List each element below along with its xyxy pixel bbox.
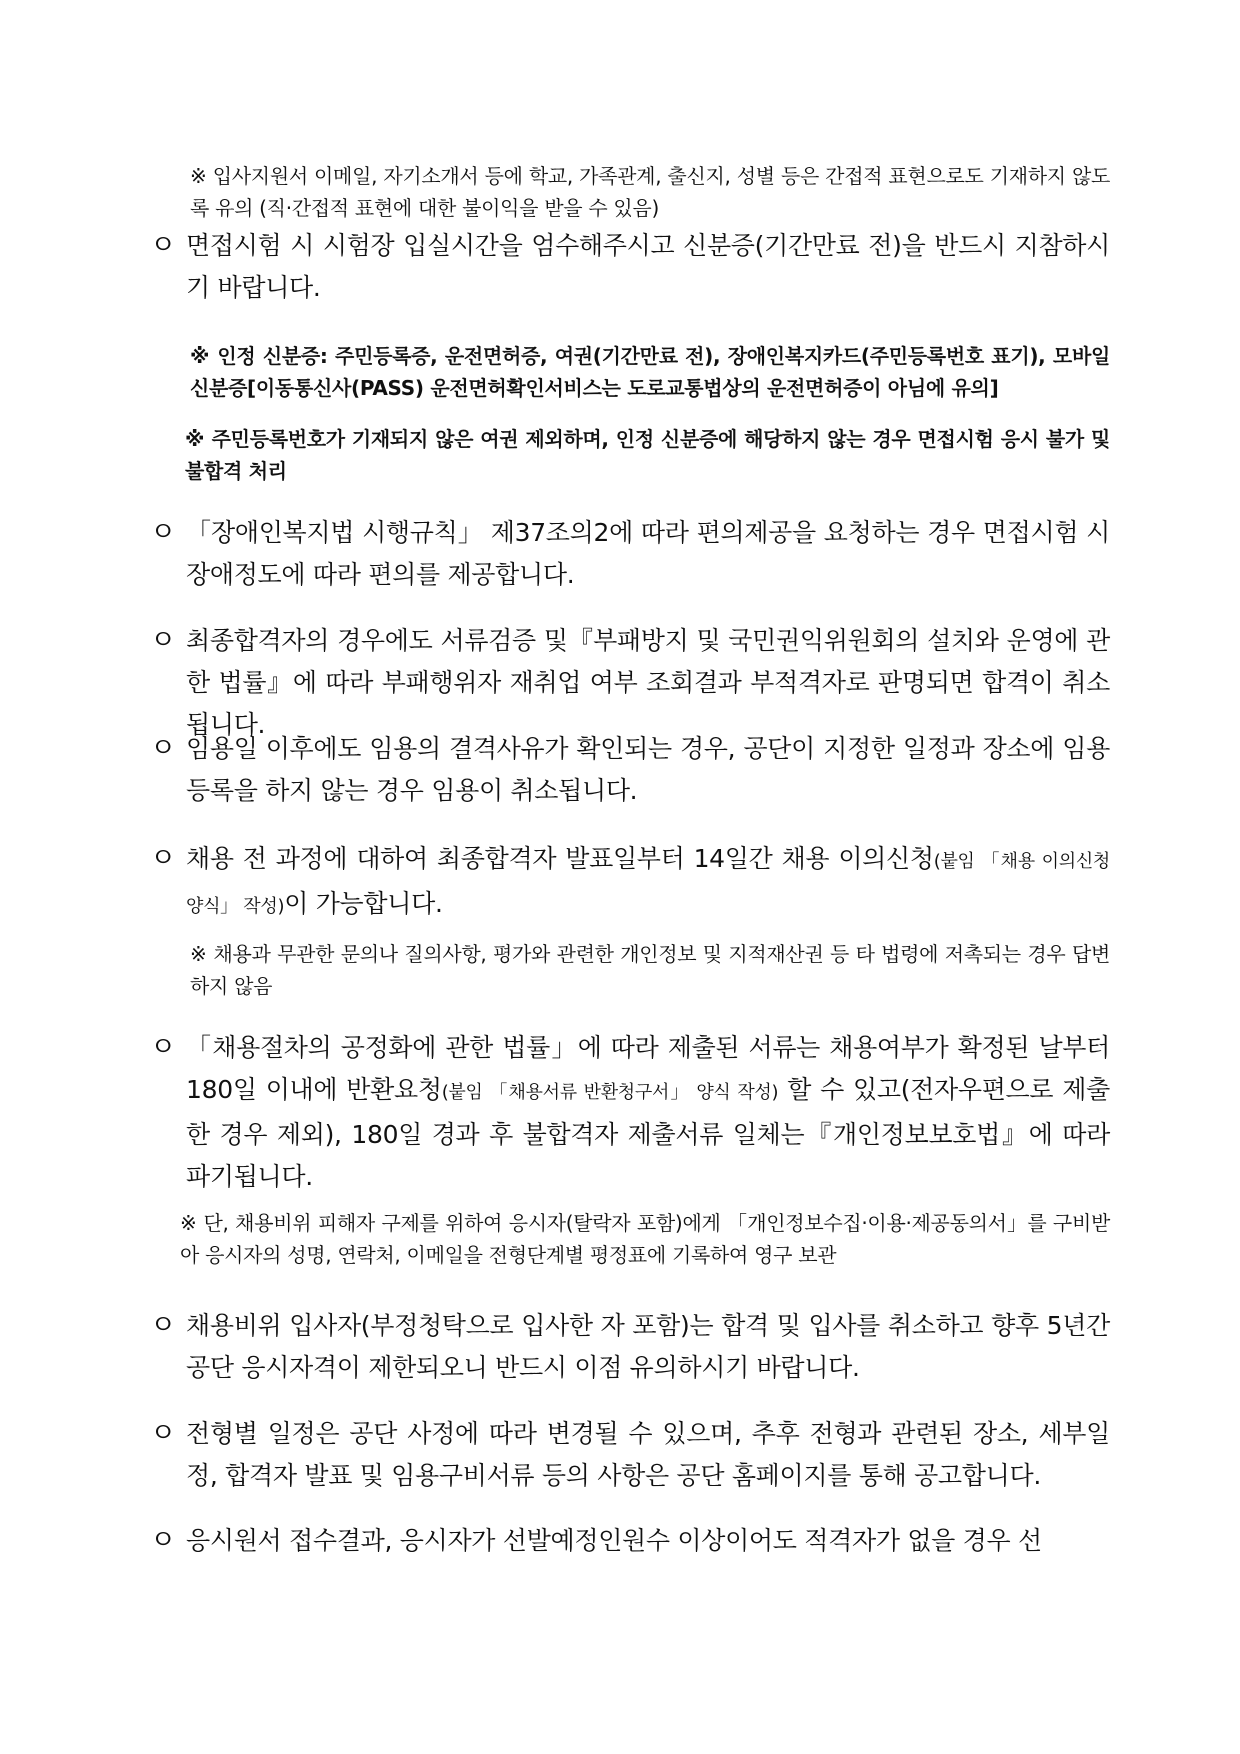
bullet-icon: ㅇ (150, 1525, 177, 1556)
bullet-icon: ㅇ (150, 625, 177, 656)
final-check-text: 최종합격자의 경우에도 서류검증 및『부패방지 및 국민권익위원회의 설치와 운영에 관한 법률』에 따라 부패행위자 재취업 여부 조회결과 부적격자로 판명되면 합격이 취소됩니다. (186, 626, 1110, 739)
corruption-item (150, 1305, 1110, 1389)
schedule-item (150, 1413, 1110, 1497)
objection-note: ※ 채용과 무관한 문의나 질의사항, 평가와 관련한 개인정보 및 지적재산권 등 타 법령에 저촉되는 경우 답변하지 않음 (190, 942, 1110, 998)
documents-item (150, 1027, 1110, 1198)
documents-text: 「채용절차의 공정화에 관한 법률」에 따라 제출된 서류는 채용여부가 확정된 날부터 180일 이내에 반환요청(붙임 「채용서류 반환청구서」 양식 작성) 할 수 있고(전자우편으로 제출한 경우 제외), 180일 경과 후 불합격자 제출서류 일체는『개인정보보호법』에 따라 파기됩니다. (186, 1033, 1110, 1191)
objection-text: 채용 전 과정에 대하여 최종합격자 발표일부터 14일간 채용 이의신청(붙임 「채용 이의신청 양식」 작성)이 가능합니다. (186, 844, 1110, 918)
bullet-icon: ㅇ (150, 1418, 177, 1449)
appointment-item (150, 728, 1110, 812)
documents-note: ※ 단, 채용비위 피해자 구제를 위하여 응시자(탈락자 포함)에게 「개인정보수집·이용·제공동의서」를 구비받아 응시자의 성명, 연락처, 이메일을 전형단계별 평정표에 기록하여 영구 보관 (180, 1211, 1110, 1267)
interview-id-text: 면접시험 시 시험장 입실시간을 엄수해주시고 신분증(기간만료 전)을 반드시 지참하시기 바랍니다. (186, 231, 1110, 302)
applications-item (150, 1520, 1110, 1562)
corruption-text: 채용비위 입사자(부정청탁으로 입사한 자 포함)는 합격 및 입사를 취소하고 향후 5년간 공단 응시자격이 제한되오니 반드시 이점 유의하시기 바랍니다. (186, 1311, 1110, 1382)
applications-text: 응시원서 접수결과, 응시자가 선발예정인원수 이상이어도 적격자가 없을 경우 선 (186, 1526, 1042, 1555)
email-note: ※ 입사지원서 이메일, 자기소개서 등에 학교, 가족관계, 출신지, 성별 등은 간접적 표현으로도 기재하지 않도록 유의 (직·간접적 표현에 대한 불이익을 받을 수 있음) (190, 164, 1110, 220)
bullet-icon: ㅇ (150, 517, 177, 548)
bullet-icon: ㅇ (150, 843, 177, 874)
bullet-icon: ㅇ (150, 1032, 177, 1063)
objection-item (150, 838, 1110, 928)
interview-id-item (150, 225, 1110, 309)
bullet-icon: ㅇ (150, 230, 177, 261)
id-excluded-note: ※ 주민등록번호가 기재되지 않은 여권 제외하며, 인정 신분증에 해당하지 않는 경우 면접시험 응시 불가 및 불합격 처리 (185, 427, 1110, 483)
schedule-text: 전형별 일정은 공단 사정에 따라 변경될 수 있으며, 추후 전형과 관련된 장소, 세부일정, 합격자 발표 및 임용구비서류 등의 사항은 공단 홈페이지를 통해 공고합니다. (186, 1419, 1110, 1490)
disability-item (150, 512, 1110, 596)
disability-text: 「장애인복지법 시행규칙」 제37조의2에 따라 편의제공을 요청하는 경우 면접시험 시 장애정도에 따라 편의를 제공합니다. (186, 518, 1110, 589)
bullet-icon: ㅇ (150, 1310, 177, 1341)
appointment-text: 임용일 이후에도 임용의 결격사유가 확인되는 경우, 공단이 지정한 일정과 장소에 임용등록을 하지 않는 경우 임용이 취소됩니다. (186, 734, 1110, 805)
id-accepted-note: ※ 인정 신분증: 주민등록증, 운전면허증, 여권(기간만료 전), 장애인복지카드(주민등록번호 표기), 모바일신분증[이동통신사(PASS) 운전면허확인서비스는 도로교통법상의 운전면허증이 아님에 유의] (190, 344, 1110, 400)
bullet-icon: ㅇ (150, 733, 177, 764)
